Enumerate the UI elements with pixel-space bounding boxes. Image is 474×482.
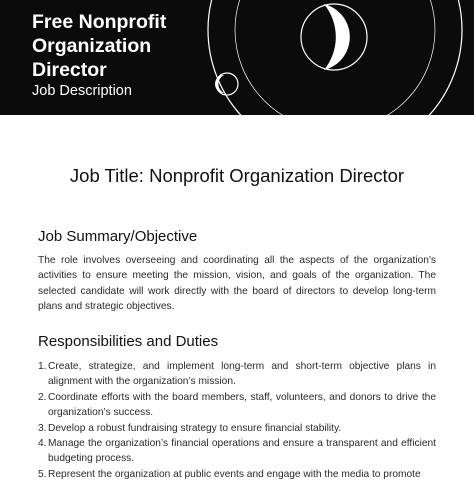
list-item-number: 2. [38, 391, 47, 403]
list-item-number: 4. [38, 438, 47, 450]
list-item [38, 421, 436, 436]
list-item-text: Develop a robust fundraising strategy to ensure financial stability. [48, 422, 342, 434]
list-item [38, 390, 436, 421]
list-item [38, 467, 436, 482]
job-title-heading: Job Title: Nonprofit Organization Director [69, 165, 405, 186]
list-item [38, 359, 436, 390]
summary-heading: Job Summary/Objective [38, 228, 198, 245]
list-item-number: 3. [38, 422, 47, 434]
list-item-number: 1. [38, 361, 47, 372]
header-title: Free Nonprofit Organization Director [32, 11, 167, 81]
summary-paragraph: The role involves overseeing and coordinating all the aspects of the organization's activities to ensure meeting the mission, vision, and goals of the organization. The selected candidate will work directly with the board of directors to develop long-term plans and strategic objectives. [38, 255, 436, 313]
duties-heading: Responsibilities and Duties [38, 333, 219, 350]
header-subtitle: Job Description [32, 83, 132, 99]
list-item [38, 436, 436, 467]
list-item-text: Manage the organization’s financial operations and ensure a transparent and efficient budgeting process. [48, 438, 436, 465]
list-item-text: Coordinate efforts with the board members, staff, volunteers, and donors to drive the organization’s success. [48, 391, 436, 419]
list-item-number: 5. [38, 468, 47, 480]
list-item-text: Create, strategize, and implement long-term and short-term objective plans in alignment with the organization’s mission. [48, 361, 436, 388]
header-banner [0, 0, 474, 115]
duties-list [38, 359, 436, 482]
list-item-text: Represent the organization at public events and engage with the media to promote [48, 468, 421, 480]
